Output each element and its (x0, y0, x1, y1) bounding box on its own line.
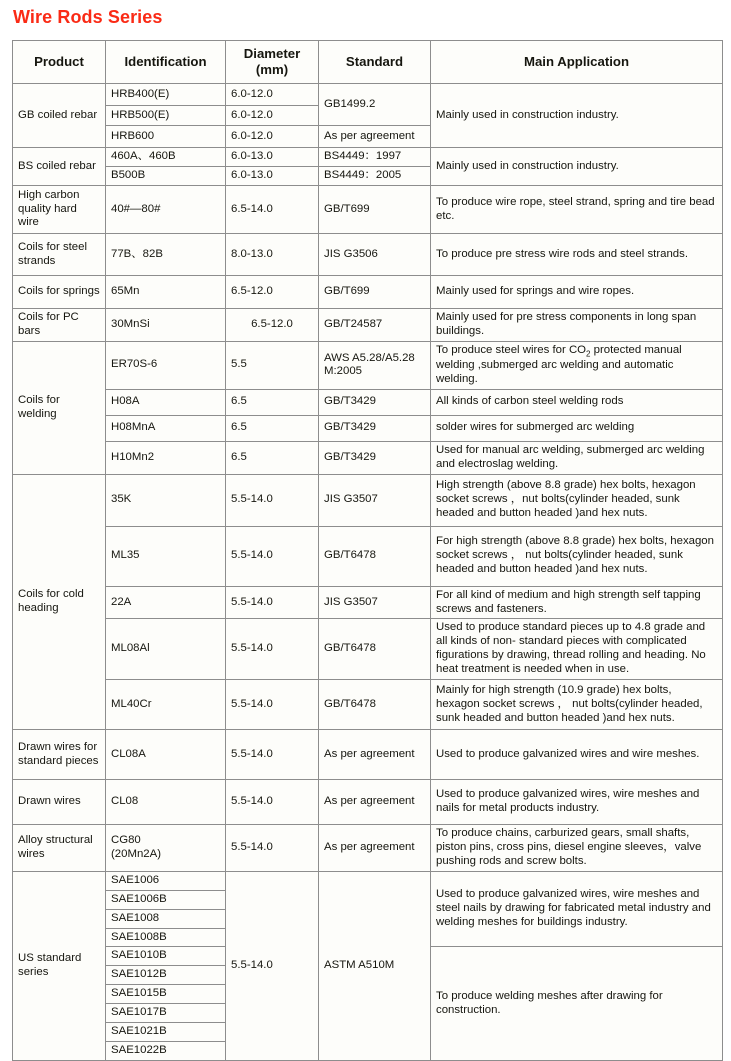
product-us-standard-series: US standard series (13, 871, 106, 1060)
application-text-part2: protected manual welding ,submerged arc welding and automatic welding. (436, 344, 682, 385)
product-bs-coiled-rebar: BS coiled rebar (13, 148, 106, 186)
identification-cell: ML40Cr (106, 680, 226, 730)
identification-cell: CL08 (106, 780, 226, 825)
application-cell: Mainly used in construction industry. (431, 84, 723, 148)
standard-cell: GB/T3429 (319, 389, 431, 415)
application-cell: To produce chains, carburized gears, small shafts, piston pins, cross pins, diesel engine sleeves，valve pushing rods and screw bolts. (431, 825, 723, 872)
diameter-cell: 5.5-14.0 (226, 780, 319, 825)
identification-cell: 40#—80# (106, 186, 226, 234)
application-cell: Used to produce standard pieces up to 4.8 grade and all kinds of non- standard pieces with complicated figurations by drawing, thread rolling and heading. No heat treatment is needed when in use. (431, 619, 723, 680)
identification-cell: HRB400(E) (106, 84, 226, 106)
diameter-cell: 6.0-13.0 (226, 148, 319, 167)
diameter-cell: 6.0-12.0 (226, 106, 319, 126)
identification-cell: SAE1010B (106, 947, 226, 966)
diameter-cell: 6.0-13.0 (226, 167, 319, 186)
diameter-cell: 5.5-14.0 (226, 825, 319, 872)
application-cell: solder wires for submerged arc welding (431, 415, 723, 441)
standard-cell: ASTM A510M (319, 871, 431, 1060)
diameter-cell: 6.5-14.0 (226, 186, 319, 234)
identification-cell: 30MnSi (106, 309, 226, 342)
diameter-cell: 5.5-14.0 (226, 619, 319, 680)
page-title: Wire Rods Series (13, 7, 163, 27)
product-drawn-wires: Drawn wires (13, 780, 106, 825)
table-row (13, 730, 723, 780)
standard-cell: GB/T6478 (319, 619, 431, 680)
table-row (13, 871, 723, 890)
application-cell: To produce welding meshes after drawing for construction. (431, 947, 723, 1060)
product-alloy-structural-wires: Alloy structural wires (13, 825, 106, 872)
identification-cell: ML08Al (106, 619, 226, 680)
table-header-row (13, 41, 723, 84)
standard-cell: GB/T6478 (319, 526, 431, 586)
table-row (13, 276, 723, 309)
application-cell: Mainly for high strength (10.9 grade) hex bolts, hexagon socket screws ， nut bolts(cylinder headed, sunk headed and button headed )and hex nuts. (431, 680, 723, 730)
diameter-cell: 6.5 (226, 389, 319, 415)
standard-cell: JIS G3507 (319, 586, 431, 619)
column-header-diameter-line1: Diameter (243, 46, 301, 61)
diameter-cell: 6.0-12.0 (226, 126, 319, 148)
identification-cell: H10Mn2 (106, 441, 226, 474)
column-header-identification: Identification (106, 41, 226, 84)
column-header-diameter (226, 41, 319, 84)
diameter-cell: 5.5-14.0 (226, 871, 319, 1060)
table-row (13, 342, 723, 390)
table-row (13, 780, 723, 825)
identification-cell: SAE1012B (106, 966, 226, 985)
table-row (13, 389, 723, 415)
table-row (13, 441, 723, 474)
standard-cell: GB/T3429 (319, 415, 431, 441)
table-row (13, 84, 723, 106)
table-row (13, 680, 723, 730)
diameter-cell: 6.5-12.0 (226, 276, 319, 309)
standard-cell: GB/T699 (319, 186, 431, 234)
diameter-cell: 5.5-14.0 (226, 526, 319, 586)
identification-cell: SAE1006 (106, 871, 226, 890)
application-cell: Mainly used for pre stress components in long span buildings. (431, 309, 723, 342)
identification-cell: ER70S-6 (106, 342, 226, 390)
identification-cell: SAE1021B (106, 1023, 226, 1042)
product-springs: Coils for springs (13, 276, 106, 309)
identification-cell: 65Mn (106, 276, 226, 309)
subscript-2: 2 (586, 349, 591, 359)
standard-cell: GB1499.2 (319, 84, 431, 126)
identification-cell: SAE1006B (106, 890, 226, 909)
standard-cell: JIS G3507 (319, 474, 431, 526)
table-row (13, 186, 723, 234)
identification-cell: B500B (106, 167, 226, 186)
standard-cell: BS4449：2005 (319, 167, 431, 186)
standard-cell: As per agreement (319, 730, 431, 780)
table-row (13, 415, 723, 441)
diameter-cell: 5.5-14.0 (226, 730, 319, 780)
table-row (13, 526, 723, 586)
table-row (13, 619, 723, 680)
identification-cell: 22A (106, 586, 226, 619)
application-cell: To produce wire rope, steel strand, spring and tire bead etc. (431, 186, 723, 234)
product-coils-for-cold-heading: Coils for cold heading (13, 474, 106, 729)
identification-cell: H08MnA (106, 415, 226, 441)
standard-cell: GB/T24587 (319, 309, 431, 342)
table-row (13, 586, 723, 619)
identification-cell: SAE1015B (106, 985, 226, 1004)
standard-cell: As per agreement (319, 126, 431, 148)
table-row (13, 148, 723, 167)
identification-cell: ML35 (106, 526, 226, 586)
product-gb-coiled-rebar: GB coiled rebar (13, 84, 106, 148)
identification-cell: H08A (106, 389, 226, 415)
application-cell: Used to produce galvanized wires and wire meshes. (431, 730, 723, 780)
standard-cell: GB/T699 (319, 276, 431, 309)
identification-cell: SAE1017B (106, 1004, 226, 1023)
identification-cell: SAE1008 (106, 909, 226, 928)
application-text-part1: To produce steel wires for CO (436, 344, 587, 356)
product-steel-strands: Coils for steel strands (13, 234, 106, 276)
application-cell: Used for manual arc welding, submerged arc welding and electroslag welding. (431, 441, 723, 474)
identification-cell: SAE1022B (106, 1041, 226, 1060)
application-cell: Mainly used in construction industry. (431, 148, 723, 186)
identification-cell: 35K (106, 474, 226, 526)
diameter-cell: 8.0-13.0 (226, 234, 319, 276)
standard-cell: JIS G3506 (319, 234, 431, 276)
identification-cell: 77B、82B (106, 234, 226, 276)
application-cell: Mainly used for springs and wire ropes. (431, 276, 723, 309)
table-row (13, 825, 723, 872)
diameter-cell: 5.5-14.0 (226, 586, 319, 619)
standard-cell: As per agreement (319, 780, 431, 825)
identification-cell (106, 825, 226, 872)
column-header-product: Product (13, 41, 106, 84)
standard-cell: As per agreement (319, 825, 431, 872)
application-cell: To produce pre stress wire rods and steel strands. (431, 234, 723, 276)
column-header-standard: Standard (319, 41, 431, 84)
identification-line2: (20Mn2A) (111, 847, 162, 860)
product-drawn-wires-standard: Drawn wires for standard pieces (13, 730, 106, 780)
identification-line1: CG80 (111, 834, 141, 847)
identification-cell: 460A、460B (106, 148, 226, 167)
standard-cell: AWS A5.28/A5.28 M:2005 (319, 342, 431, 390)
application-cell: Used to produce galvanized wires, wire meshes and steel nails by drawing for fabricated metal industry and welding meshes for buildings industry. (431, 871, 723, 947)
application-cell: Used to produce galvanized wires, wire meshes and nails for metal products industry. (431, 780, 723, 825)
table-row (13, 309, 723, 342)
standard-cell: GB/T3429 (319, 441, 431, 474)
wire-rods-specification-table (12, 40, 723, 1061)
diameter-cell: 5.5 (226, 342, 319, 390)
standard-cell: BS4449：1997 (319, 148, 431, 167)
application-cell: For high strength (above 8.8 grade) hex bolts, hexagon socket screws ， nut bolts(cylinder headed, sunk headed and button headed )and hex nuts. (431, 526, 723, 586)
identification-cell: SAE1008B (106, 928, 226, 947)
diameter-cell: 6.5-12.0 (226, 309, 319, 342)
diameter-cell: 6.5 (226, 415, 319, 441)
application-cell: All kinds of carbon steel welding rods (431, 389, 723, 415)
table-row (13, 474, 723, 526)
diameter-cell: 6.0-12.0 (226, 84, 319, 106)
application-cell (431, 342, 723, 390)
table-row (13, 234, 723, 276)
identification-cell: CL08A (106, 730, 226, 780)
diameter-cell: 5.5-14.0 (226, 680, 319, 730)
identification-cell: HRB500(E) (106, 106, 226, 126)
column-header-diameter-line2: (mm) (255, 62, 289, 78)
standard-cell: GB/T6478 (319, 680, 431, 730)
identification-cell: HRB600 (106, 126, 226, 148)
diameter-cell: 5.5-14.0 (226, 474, 319, 526)
application-cell: High strength (above 8.8 grade) hex bolts, hexagon socket screws ，nut bolts(cylinder headed, sunk headed and button headed )and hex nuts. (431, 474, 723, 526)
product-high-carbon: High carbon quality hard wire (13, 186, 106, 234)
column-header-application: Main Application (431, 41, 723, 84)
diameter-cell: 6.5 (226, 441, 319, 474)
product-pc-bars: Coils for PC bars (13, 309, 106, 342)
application-cell: For all kind of medium and high strength self tapping screws and fasteners. (431, 586, 723, 619)
product-coils-for-welding: Coils for welding (13, 342, 106, 475)
